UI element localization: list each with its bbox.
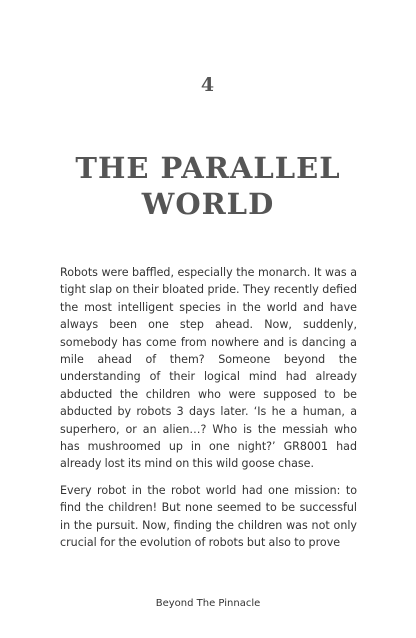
chapter-number: 4 xyxy=(200,74,216,96)
chapter-title: THE PARALLEL WORLD xyxy=(75,151,341,221)
chapter-body xyxy=(60,264,357,561)
running-footer: Beyond The Pinnacle xyxy=(155,598,261,609)
paragraph: Robots were baffled, especially the monarch. It was a tight slap on their bloated pride. They recently defied the most intelligent species in the world and have always been one step ahead. Now, suddenly, somebody has come from nowhere and is dancing a mile ahead of them? Someone beyond the understanding of their logical mind had already abducted the children who were supposed to be abducted by robots 3 days later. ‘Is he a human, a superhero, or an alien…? Who is the messiah who has mushroomed up in one night?’ GR8001 had already lost its mind on this wild goose chase. xyxy=(60,266,357,471)
paragraph: Every robot in the robot world had one mission: to find the children! But none seemed to be successful in the pursuit. Now, finding the children was not only crucial for the evolution of robots but also to prove xyxy=(60,483,357,550)
